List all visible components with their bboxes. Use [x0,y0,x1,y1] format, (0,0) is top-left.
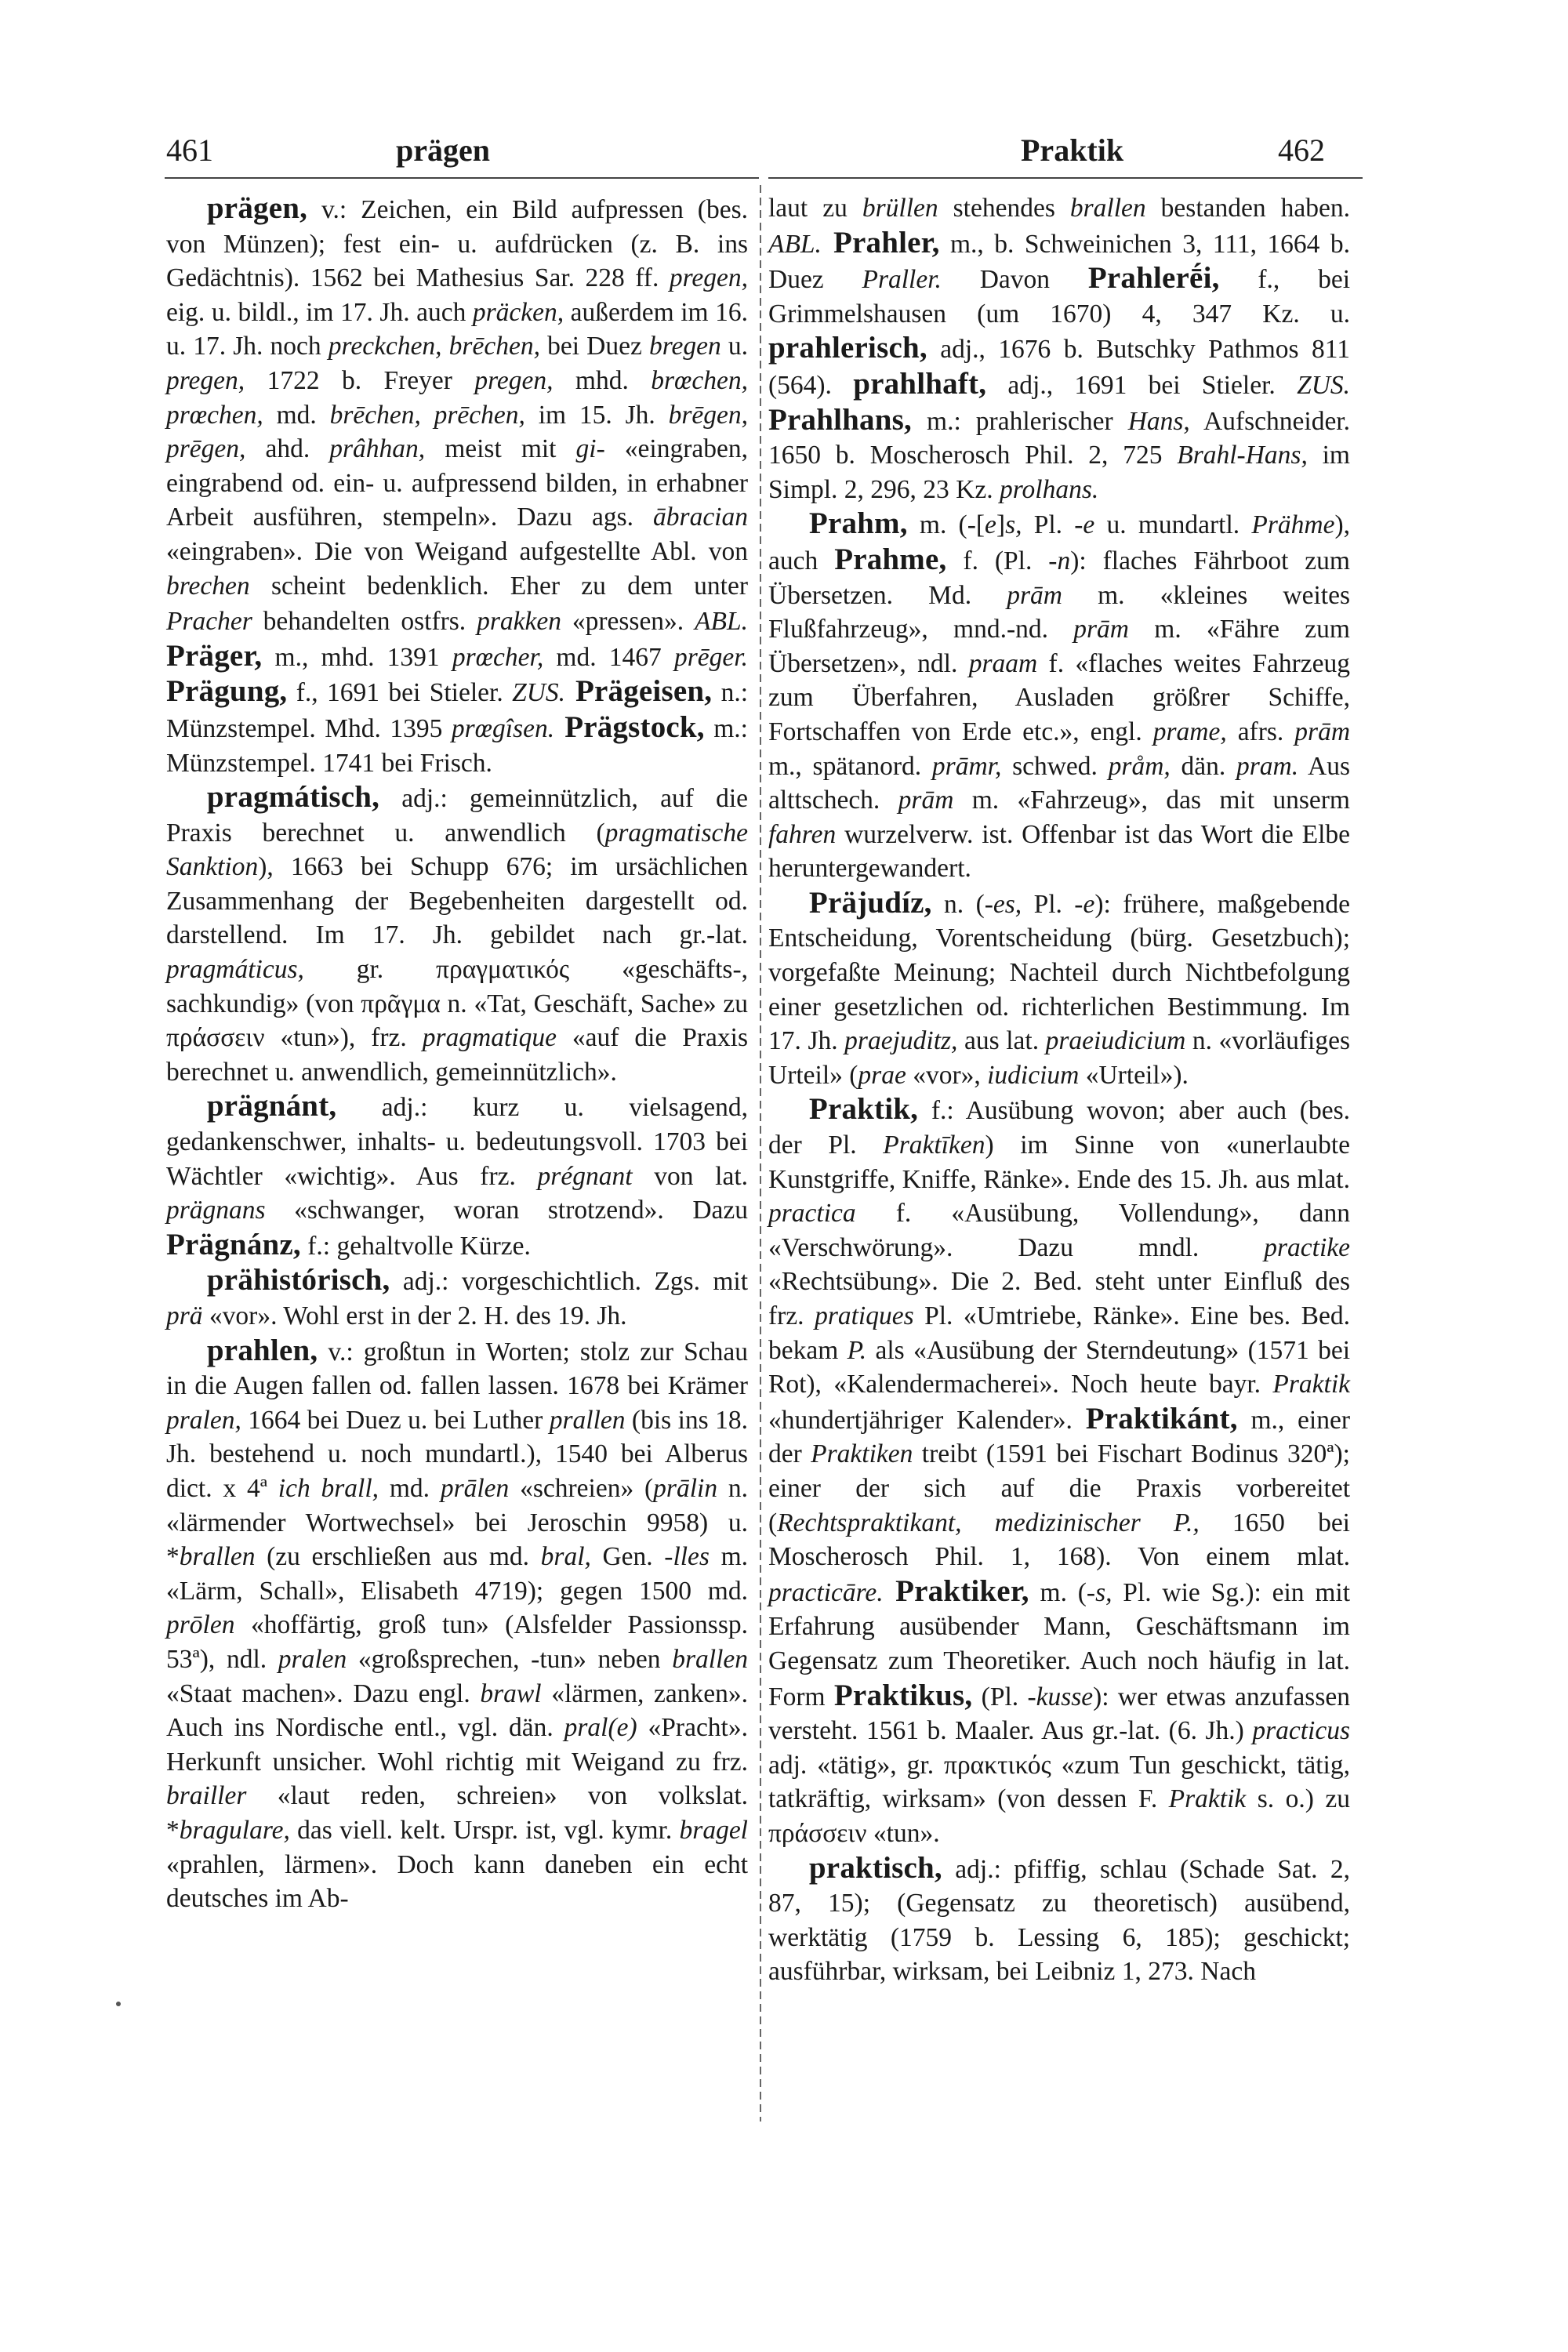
entry-praegnant: prägnánt, adj.: kurz u. vielsagend, gedankenschwer, inhalts- u. bedeutungsvoll. 1703 bei Wächtler «wichtig». Aus frz. prégnant von lat. prägnans «schwanger, woran strotzend». Dazu Prägnánz, f.: gehaltvolle Kürze. [166,1089,748,1261]
headword: Präjudíz, [808,885,932,920]
left-page-number: 461 [166,132,213,168]
headword: Praktik, [808,1092,919,1127]
header-rule-right [768,177,1363,179]
sub-headword: Prägeisen, [565,674,713,709]
entry-praehistorisch: prähistórisch, adj.: vorgeschichtlich. Zgs. mit prä «vor». Wohl erst in der 2. H. des 19. Jh. [166,1263,748,1330]
headword: pragmátisch, [206,780,380,815]
sub-headword: Präger, [166,638,263,673]
entry-prahm: Prahm, m. (-[e]s, Pl. -e u. mundartl. Prähme), auch Prahme, f. (Pl. -n): flaches Fährboot zum Übersetzen. Md. prām m. «kleines weites Flußfahrzeug», mnd.-nd. prām m. «Fähre zum Übersetzen», ndl. praam f. «flaches weites Fahrzeug zum Überfahren, Ausladen größrer Schiffe, Fortschaffen von Erde etc.», engl. prame, afrs. prām m., spätanord. prāmr, schwed. pråm, dän. pram. Aus alttschech. prām m. «Fahrzeug», das mit unserm fahren wurzelverw. ist. Offenbar ist das Wort die Elbe heruntergewandert. [768,506,1351,884]
entry-praegen: prägen, v.: Zeichen, ein Bild aufpressen (bes. von Münzen); fest ein- u. aufdrücken (z. B. ins Gedächtnis). 1562 bei Mathesius Sar. 228 ff. pregen, eig. u. bildl., im 17. Jh. auch präcken, außerdem im 16. u. 17. Jh. noch preckchen, brēchen, bei Duez bregen u. pregen, 1722 b. Freyer pregen, mhd. brœchen, prœchen, md. brēchen, prēchen, im 15. Jh. brēgen, prēgen, ahd. prâhhan, meist mit gi- «eingraben, eingrabend od. ein- u. aufpressend bilden, in erhabner Arbeit ausführen, stempeln». Dazu ags. ābracian «eingraben». Die von Weigand aufgestellte Abl. von brechen scheint bedenklich. Eher zu dem unter Pracher behandelten ostfrs. prakken «pressen». ABL. Präger, m., mhd. 1391 prœcher, md. 1467 prēger. Prägung, f., 1691 bei Stieler. ZUS. Prägeisen, n.: Münzstempel. Mhd. 1395 prœgîsen. Prägstock, m.: Münzstempel. 1741 bei Frisch. [166,191,749,778]
sub-headword: Praktiker, [883,1573,1029,1608]
headword: prähistórisch, [206,1263,390,1298]
entry-prahlen-continued: laut zu brüllen stehendes brallen bestanden haben. ABL. Prahler, m., b. Schweinichen 3, 111, 1664 b. Duez Praller. Davon Prahlerḗi, f., bei Grimmelshausen (um 1670) 4, 347 Kz. u. prahlerisch, adj., 1676 b. Butschky Pathmos 811 (564). prahlhaft, adj., 1691 bei Stieler. ZUS. Prahlhans, m.: prahlerischer Hans, Aufschneider. 1650 b. Moscherosch Phil. 2, 725 Brahl-Hans, im Simpl. 2, 296, 23 Kz. prolhans. [768,194,1351,504]
sub-headword: Prahme, [834,542,947,576]
entry-pragmatisch: pragmátisch, adj.: gemeinnützlich, auf die Praxis berechnet u. anwendlich (pragmatische Sanktion), 1663 bei Schupp 676; im ursächlichen Zusammenhang der Begebenheiten dargestellt od. darstellend. Im 17. Jh. gebildet nach gr.-lat. pragmáticus, gr. πραγματικός «geschäfts-, sachkundig» (von πρᾶγμα n. «Tat, Geschäft, Sache» zu πράσσειν «tun»), frz. pragmatique «auf die Praxis berechnet u. anwendlich, gemeinnützlich». [166,780,748,1087]
sub-headword: Prahlhans, [768,402,912,437]
right-page-number: 462 [1278,132,1325,168]
sub-headword: Prahler, [821,225,940,260]
headword: praktisch, [808,1850,942,1885]
entry-praejudiz: Präjudíz, n. (-es, Pl. -e): frühere, maßgebende Entscheidung, Vorentscheidung (bürg. Gesetzbuch); vorgefaßte Meinung; Nachteil durch Nichtbefolgung einer gesetzlichen od. richterlichen Bestimmung. Im 17. Jh. praejuditz, aus lat. praeiudicium n. «vorläufiges Urteil» (prae «vor», iudicium «Urteil»). [768,885,1350,1090]
sub-headword: prahlerisch, [768,331,927,365]
sub-headword: Praktikánt, [1085,1401,1238,1436]
headword: prägnánt, [206,1089,337,1123]
margin-dot [116,2002,121,2006]
column-divider [760,185,761,2122]
sub-headword: Prahlerḗi, [1087,261,1220,296]
left-running-headword: prägen [396,132,490,168]
sub-headword: Prägstock, [554,710,705,744]
right-column [768,191,1350,1989]
headword: Prahm, [808,506,908,541]
entry-praktisch: praktisch, adj.: pfiffig, schlau (Schade Sat. 2, 87, 15); (Gegensatz zu theoretisch) ausübend, werktätig (1759 b. Lessing 6, 185); geschickt; ausführbar, wirksam, bei Leibniz 1, 273. Nach [768,1850,1350,1987]
entry-praktik: Praktik, f.: Ausübung wovon; aber auch (bes. der Pl. Praktīken) im Sinne von «unerlaubte Kunstgriffe, Kniffe, Ränke». Ende des 15. Jh. aus mlat. practica f. «Ausübung, Vollendung», dann «Verschwörung». Dazu mndl. practike «Rechtsübung». Die 2. Bed. steht unter Einfluß des frz. pratiques Pl. «Umtriebe, Ränke». Eine bes. Bed. bekam P. als «Ausübung der Sterndeutung» (1571 bei Rot), «Kalendermacherei». Noch heute bayr. Praktik «hundertjähriger Kalender». Praktikánt, m., einer der Praktiken treibt (1591 bei Fischart Bodinus 320ª); einer der sich auf die Praxis vorbereitet (Rechtspraktikant, medizinischer P., 1650 bei Moscherosch Phil. 1, 168). Von einem mlat. practicāre. Praktiker, m. (-s, Pl. wie Sg.): ein mit Erfahrung ausübender Mann, Geschäftsmann im Gegensatz zum Theoretiker. Auch noch häufig in lat. Form Praktikus, (Pl. -kusse): wer etwas anzufassen versteht. 1561 b. Maaler. Aus gr.-lat. (6. Jh.) practicus adj. «tätig», gr. πρακτικός «zum Tun geschickt, tätig, tatkräftig, wirksam» (von dessen F. Praktik s. o.) zu πράσσειν «tun». [768,1092,1351,1848]
entry-prahlen: prahlen, v.: großtun in Worten; stolz zur Schau in die Augen fallen od. fallen lassen. 1678 bei Krämer pralen, 1664 bei Duez u. bei Luther prallen (bis ins 18. Jh. bestehend u. noch mundartl.), 1540 bei Alberus dict. x 4ª ich brall, md. prālen «schreien» (prālin n. «lärmender Wortwechsel» bei Jeroschin 9958) u. *brallen (zu erschließen aus md. bral, Gen. -lles m. «Lärm, Schall», Elisabeth 4719); gegen 1500 md. prōlen «hoffärtig, groß tun» (Alsfelder Passionssp. 53ª), ndl. pralen «großsprechen, -tun» neben brallen «Staat machen». Dazu engl. brawl «lärmen, zanken». Auch ins Nordische entl., vgl. dän. pral(e) «Pracht». Herkunft unsicher. Wohl richtig mit Weigand zu frz. brailler «laut reden, schreien» von volkslat. *bragulare, das viell. kelt. Urspr. ist, vgl. kymr. bragel «prahlen, lärmen». Doch kann daneben ein echt deutsches im Ab- [166,1333,749,1914]
sub-headword: Praktikus, [833,1678,973,1712]
sub-headword: prahlhaft, [853,366,987,401]
left-column [166,191,748,1916]
headword: prägen, [206,191,308,225]
header-rule-left [165,177,759,179]
sub-headword: Prägnánz, [166,1227,301,1261]
sub-headword: Prägung, [166,674,288,709]
right-running-headword: Praktik [1021,132,1124,168]
headword: prahlen, [206,1333,318,1367]
